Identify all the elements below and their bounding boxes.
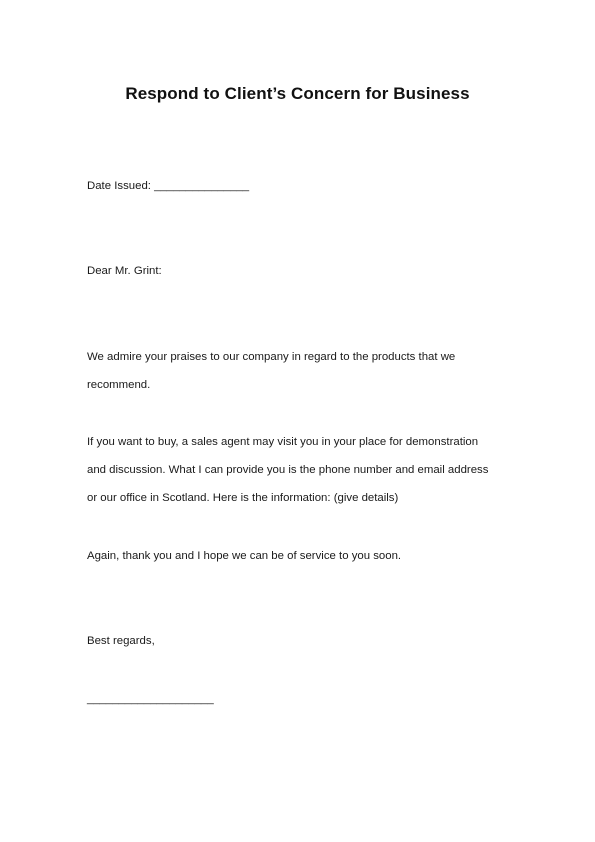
document-title: Respond to Client’s Concern for Business bbox=[125, 84, 470, 103]
closing: Best regards, bbox=[87, 635, 155, 647]
signature-line: ____________________ bbox=[87, 693, 214, 705]
paragraph-2-line-3: or our office in Scotland. Here is the information: (give details) bbox=[87, 492, 399, 504]
paragraph-2-line-1: If you want to buy, a sales agent may visit you in your place for demonstration bbox=[87, 436, 479, 448]
paragraph-2-line-2: and discussion. What I can provide you is the phone number and email address bbox=[87, 464, 489, 476]
salutation: Dear Mr. Grint: bbox=[87, 265, 162, 277]
paragraph-3: Again, thank you and I hope we can be of service to you soon. bbox=[87, 550, 402, 562]
date-issued-line: Date Issued: _______________ bbox=[87, 180, 250, 192]
paragraph-1-line-2: recommend. bbox=[87, 379, 151, 391]
paragraph-1-line-1: We admire your praises to our company in regard to the products that we bbox=[87, 351, 456, 363]
